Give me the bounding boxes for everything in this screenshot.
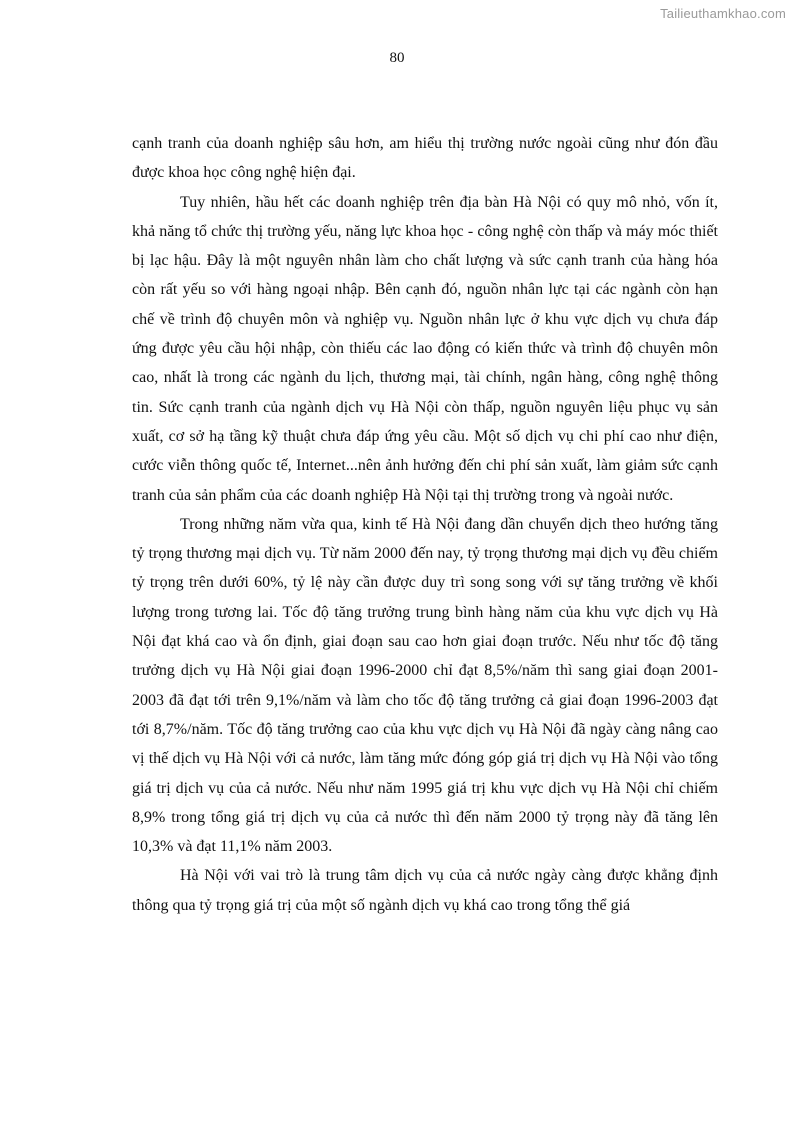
- paragraph: Trong những năm vừa qua, kinh tế Hà Nội đang dần chuyển dịch theo hướng tăng tỷ trọng thương mại dịch vụ. Từ năm 2000 đến nay, tỷ trọng thương mại dịch vụ đều chiếm tỷ trọng trên dưới 60%, tỷ lệ này cần được duy trì song song với sự tăng trưởng về khối lượng trong tương lai. Tốc độ tăng trưởng trung bình hàng năm của khu vực dịch vụ Hà Nội đạt khá cao và ổn định, giai đoạn sau cao hơn giai đoạn trước. Nếu như tốc độ tăng trưởng dịch vụ Hà Nội giai đoạn 1996-2000 chỉ đạt 8,5%/năm thì sang giai đoạn 2001-2003 đã đạt tới trên 9,1%/năm và làm cho tốc độ tăng trưởng cả giai đoạn 1996-2003 đạt tới 8,7%/năm. Tốc độ tăng trưởng cao của khu vực dịch vụ Hà Nội đã ngày càng nâng cao vị thế dịch vụ Hà Nội với cả nước, làm tăng mức đóng góp giá trị dịch vụ Hà Nội vào tổng giá trị dịch vụ của cả nước. Nếu như năm 1995 giá trị khu vực dịch vụ Hà Nội chỉ chiếm 8,9% trong tổng giá trị dịch vụ của cả nước thì đến năm 2000 tỷ trọng này đã tăng lên 10,3% và đạt 11,1% năm 2003.: [132, 515, 718, 856]
- page-number: 80: [389, 50, 405, 66]
- paragraph-continuation: cạnh tranh của doanh nghiệp sâu hơn, am hiểu thị trường nước ngoài cũng như đón đầu được khoa học công nghệ hiện đại.: [132, 135, 718, 182]
- document-body: [132, 129, 718, 920]
- paragraph: Tuy nhiên, hầu hết các doanh nghiệp trên địa bàn Hà Nội có quy mô nhỏ, vốn ít, khả năng tổ chức thị trường yếu, năng lực khoa học - công nghệ còn thấp và máy móc thiết bị lạc hậu. Đây là một nguyên nhân làm cho chất lượng và sức cạnh tranh của hàng hóa còn rất yếu so với hàng ngoại nhập. Bên cạnh đó, nguồn nhân lực tại các ngành còn hạn chế về trình độ chuyên môn và nghiệp vụ. Nguồn nhân lực ở khu vực dịch vụ chưa đáp ứng được yêu cầu hội nhập, còn thiếu các lao động có kiến thức và trình độ chuyên môn cao, nhất là trong các ngành du lịch, thương mại, tài chính, ngân hàng, công nghệ thông tin. Sức cạnh tranh của ngành dịch vụ Hà Nội còn thấp, nguồn nguyên liệu phục vụ sản xuất, cơ sở hạ tầng kỹ thuật chưa đáp ứng yêu cầu. Một số dịch vụ chi phí cao như điện, cước viễn thông quốc tế, Internet...nên ảnh hưởng đến chi phí sản xuất, làm giảm sức cạnh tranh của sản phẩm của các doanh nghiệp Hà Nội tại thị trường trong và ngoài nước.: [132, 193, 718, 504]
- paragraph: Hà Nội với vai trò là trung tâm dịch vụ của cả nước ngày càng được khẳng định thông qua tỷ trọng giá trị của một số ngành dịch vụ khá cao trong tổng thể giá: [132, 867, 718, 914]
- watermark: Tailieuthamkhao.com: [660, 6, 786, 21]
